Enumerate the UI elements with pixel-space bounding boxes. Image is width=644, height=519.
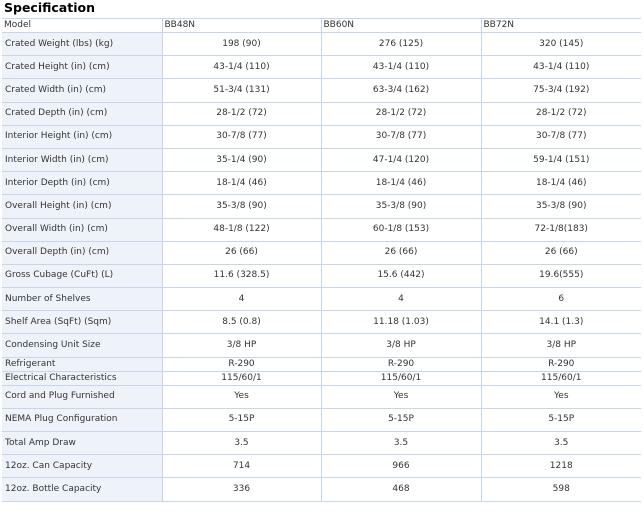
spec-label: Interior Depth (in) (cm) xyxy=(2,172,162,195)
header-bb60n: BB60N xyxy=(321,19,481,33)
spec-label: Crated Height (in) (cm) xyxy=(2,56,162,79)
spec-label: Electrical Characteristics xyxy=(2,371,162,385)
specification-table xyxy=(2,18,641,502)
spec-value-bb48n: 3.5 xyxy=(162,432,321,455)
spec-label: Cord and Plug Furnished xyxy=(2,385,162,408)
header-bb48n: BB48N xyxy=(162,19,321,33)
table-row xyxy=(2,264,641,287)
spec-value-bb48n: 51-3/4 (131) xyxy=(162,79,321,102)
spec-value-bb48n: Yes xyxy=(162,385,321,408)
spec-value-bb72n: Yes xyxy=(481,385,641,408)
table-row xyxy=(2,432,641,455)
spec-label: 12oz. Bottle Capacity xyxy=(2,478,162,501)
table-row xyxy=(2,371,641,385)
spec-value-bb48n: 35-1/4 (90) xyxy=(162,148,321,171)
table-body xyxy=(2,33,641,502)
spec-value-bb48n: 3/8 HP xyxy=(162,334,321,357)
header-model: Model xyxy=(2,19,162,33)
spec-value-bb72n: 18-1/4 (46) xyxy=(481,172,641,195)
table-row xyxy=(2,334,641,357)
spec-value-bb48n: 11.6 (328.5) xyxy=(162,264,321,287)
spec-value-bb72n: 26 (66) xyxy=(481,241,641,264)
spec-value-bb72n: 320 (145) xyxy=(481,33,641,56)
spec-value-bb72n: 72-1/8(183) xyxy=(481,218,641,241)
spec-value-bb48n: 336 xyxy=(162,478,321,501)
spec-value-bb48n: 28-1/2 (72) xyxy=(162,102,321,125)
spec-value-bb60n: 43-1/4 (110) xyxy=(321,56,481,79)
spec-value-bb72n: 3.5 xyxy=(481,432,641,455)
spec-value-bb60n: Yes xyxy=(321,385,481,408)
spec-value-bb48n: 115/60/1 xyxy=(162,371,321,385)
spec-label: Refrigerant xyxy=(2,357,162,371)
table-row xyxy=(2,288,641,311)
spec-value-bb48n: 26 (66) xyxy=(162,241,321,264)
spec-label: Number of Shelves xyxy=(2,288,162,311)
spec-value-bb72n: 3/8 HP xyxy=(481,334,641,357)
spec-label: Crated Depth (in) (cm) xyxy=(2,102,162,125)
spec-label: Crated Width (in) (cm) xyxy=(2,79,162,102)
spec-value-bb60n: 60-1/8 (153) xyxy=(321,218,481,241)
table-header-row xyxy=(2,19,641,33)
spec-label: Overall Depth (in) (cm) xyxy=(2,241,162,264)
spec-label: Crated Weight (lbs) (kg) xyxy=(2,33,162,56)
spec-value-bb72n: 5-15P xyxy=(481,408,641,431)
spec-value-bb60n: 115/60/1 xyxy=(321,371,481,385)
spec-value-bb60n: R-290 xyxy=(321,357,481,371)
spec-value-bb60n: 30-7/8 (77) xyxy=(321,125,481,148)
spec-value-bb72n: R-290 xyxy=(481,357,641,371)
spec-value-bb60n: 3.5 xyxy=(321,432,481,455)
table-row xyxy=(2,102,641,125)
spec-value-bb72n: 14.1 (1.3) xyxy=(481,311,641,334)
spec-value-bb60n: 18-1/4 (46) xyxy=(321,172,481,195)
spec-value-bb60n: 63-3/4 (162) xyxy=(321,79,481,102)
table-row xyxy=(2,79,641,102)
spec-value-bb60n: 15.6 (442) xyxy=(321,264,481,287)
spec-value-bb72n: 59-1/4 (151) xyxy=(481,148,641,171)
spec-label: Total Amp Draw xyxy=(2,432,162,455)
table-row xyxy=(2,195,641,218)
spec-value-bb48n: 35-3/8 (90) xyxy=(162,195,321,218)
spec-value-bb60n: 966 xyxy=(321,455,481,478)
spec-value-bb60n: 3/8 HP xyxy=(321,334,481,357)
spec-label: NEMA Plug Configuration xyxy=(2,408,162,431)
table-row xyxy=(2,311,641,334)
table-row xyxy=(2,148,641,171)
spec-value-bb72n: 6 xyxy=(481,288,641,311)
spec-label: Condensing Unit Size xyxy=(2,334,162,357)
spec-value-bb72n: 115/60/1 xyxy=(481,371,641,385)
header-bb72n: BB72N xyxy=(481,19,641,33)
spec-value-bb72n: 35-3/8 (90) xyxy=(481,195,641,218)
table-row xyxy=(2,385,641,408)
spec-label: 12oz. Can Capacity xyxy=(2,455,162,478)
table-row xyxy=(2,478,641,501)
table-row xyxy=(2,33,641,56)
spec-value-bb48n: 30-7/8 (77) xyxy=(162,125,321,148)
spec-value-bb60n: 468 xyxy=(321,478,481,501)
spec-value-bb48n: 48-1/8 (122) xyxy=(162,218,321,241)
table-row xyxy=(2,218,641,241)
spec-value-bb60n: 11.18 (1.03) xyxy=(321,311,481,334)
spec-value-bb48n: 714 xyxy=(162,455,321,478)
page-title: Specification xyxy=(4,0,95,15)
spec-value-bb72n: 1218 xyxy=(481,455,641,478)
spec-value-bb48n: 198 (90) xyxy=(162,33,321,56)
table-row xyxy=(2,357,641,371)
spec-label: Gross Cubage (CuFt) (L) xyxy=(2,264,162,287)
spec-value-bb60n: 28-1/2 (72) xyxy=(321,102,481,125)
spec-value-bb60n: 4 xyxy=(321,288,481,311)
table-row xyxy=(2,125,641,148)
spec-value-bb72n: 28-1/2 (72) xyxy=(481,102,641,125)
table-row xyxy=(2,241,641,264)
table-row xyxy=(2,56,641,79)
spec-value-bb72n: 598 xyxy=(481,478,641,501)
spec-value-bb60n: 47-1/4 (120) xyxy=(321,148,481,171)
spec-label: Shelf Area (SqFt) (Sqm) xyxy=(2,311,162,334)
spec-value-bb72n: 30-7/8 (77) xyxy=(481,125,641,148)
spec-label: Interior Width (in) (cm) xyxy=(2,148,162,171)
table-row xyxy=(2,172,641,195)
spec-value-bb60n: 26 (66) xyxy=(321,241,481,264)
spec-label: Overall Height (in) (cm) xyxy=(2,195,162,218)
spec-value-bb60n: 5-15P xyxy=(321,408,481,431)
spec-value-bb48n: 8.5 (0.8) xyxy=(162,311,321,334)
spec-value-bb60n: 35-3/8 (90) xyxy=(321,195,481,218)
spec-value-bb72n: 43-1/4 (110) xyxy=(481,56,641,79)
spec-value-bb48n: 43-1/4 (110) xyxy=(162,56,321,79)
spec-value-bb60n: 276 (125) xyxy=(321,33,481,56)
table-row xyxy=(2,455,641,478)
spec-value-bb72n: 19.6(555) xyxy=(481,264,641,287)
spec-value-bb48n: 5-15P xyxy=(162,408,321,431)
spec-value-bb72n: 75-3/4 (192) xyxy=(481,79,641,102)
spec-value-bb48n: 4 xyxy=(162,288,321,311)
spec-value-bb48n: R-290 xyxy=(162,357,321,371)
spec-label: Interior Height (in) (cm) xyxy=(2,125,162,148)
spec-label: Overall Width (in) (cm) xyxy=(2,218,162,241)
spec-value-bb48n: 18-1/4 (46) xyxy=(162,172,321,195)
table-row xyxy=(2,408,641,431)
